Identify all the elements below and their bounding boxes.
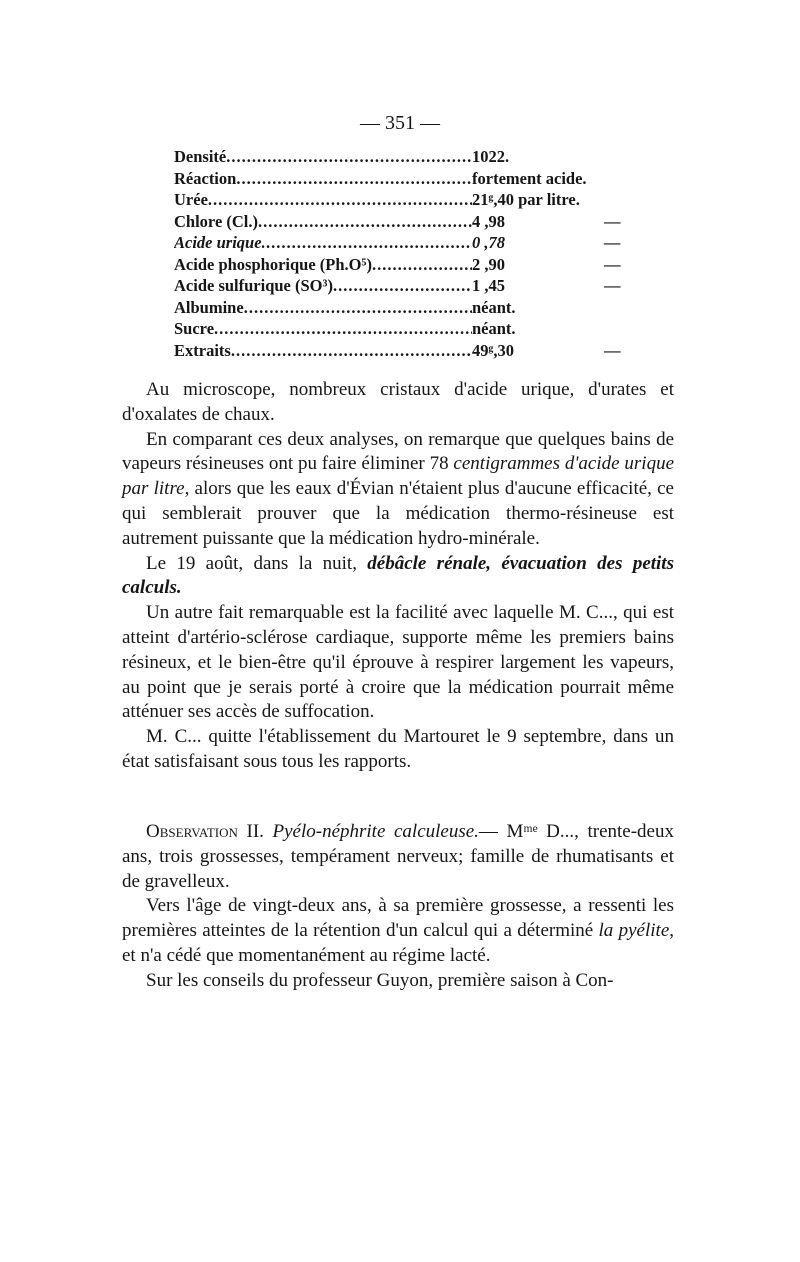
analysis-value: néant. [472, 319, 516, 338]
observation-title: Pyélo-néphrite calculeuse. [272, 821, 479, 842]
paragraph: M. C... quitte l'établissement du Martouret le 9 septembre, dans un état satisfaisant sous tous les rapports. [122, 726, 674, 772]
analysis-unit: — [604, 254, 621, 274]
analysis-value: 4 ,98 [472, 211, 505, 231]
analysis-label: Extraits [174, 340, 231, 360]
analysis-row [174, 146, 644, 168]
analysis-row [174, 189, 644, 211]
analysis-row [174, 340, 644, 362]
analysis-value: 2 ,90 [472, 254, 505, 274]
page-number: — 351 — [360, 112, 440, 134]
observation-i-text [122, 378, 674, 775]
analysis-value: 1 ,45 [472, 276, 505, 295]
analysis-row [174, 275, 644, 297]
paragraph: Vers l'âge de vingt-deux ans, à sa première grossesse, a ressenti les premières atteintes de la rétention d'un calcul qui a déterminé la pyélite, et n'a cédé que momentanément au régime lacté. [122, 895, 674, 966]
analysis-value: fortement acide. [472, 168, 587, 188]
urine-analysis-table [174, 146, 644, 361]
observation-label: Observation II. [146, 821, 273, 842]
paragraph: Au microscope, nombreux cristaux d'acide urique, d'urates et d'oxalates de chaux. [122, 379, 674, 425]
analysis-unit: — [604, 276, 621, 295]
observation-heading-paragraph: Observation II. Pyélo-néphrite calculeuse.— Mᵐᵉ D..., trente-deux ans, trois grossesses, tempérament nerveux; famille de rhumatisants et de gravelleux. [122, 821, 674, 892]
analysis-value: 21ᵍ,40 par litre. [472, 190, 580, 209]
analysis-label: Albumine [174, 297, 244, 317]
analysis-row [174, 232, 644, 254]
paragraph: Sur les conseils du professeur Guyon, première saison à Con- [146, 969, 614, 991]
analysis-label: Réaction [174, 168, 237, 188]
analysis-row [174, 297, 644, 319]
analysis-value: néant. [472, 297, 516, 317]
analysis-label: Chlore (Cl.) [174, 211, 259, 231]
paragraph: Le 19 août, dans la nuit, débâcle rénale, évacuation des petits calculs. [122, 552, 674, 599]
analysis-unit: — [604, 211, 621, 231]
analysis-label: Densité [174, 147, 227, 166]
analysis-value: 1022. [472, 147, 510, 166]
analysis-label: Acide urique [174, 233, 262, 252]
analysis-row [174, 168, 644, 190]
observation-ii-text [122, 820, 674, 994]
analysis-label: Sucre [174, 319, 215, 338]
analysis-value: 49ᵍ,30 [472, 340, 515, 360]
analysis-value: 0 ,78 [472, 233, 505, 252]
paragraph: Un autre fait remarquable est la facilité avec laquelle M. C..., qui est atteint d'artério-sclérose cardiaque, supporte même les premiers bains résineux, et le bien-être qu'il éprouve à respirer largement les vapeurs, au point que je serais porté à croire que la médication pourrait même atténuer ses accès de suffocation. [122, 602, 674, 723]
analysis-label: Acide phosphorique (Ph.O⁵) [174, 254, 372, 274]
analysis-label: Urée [174, 190, 208, 209]
analysis-label: Acide sulfurique (SO³) [174, 276, 333, 295]
analysis-row [174, 254, 644, 276]
analysis-row [174, 211, 644, 233]
analysis-unit: — [604, 233, 621, 252]
analysis-unit: — [604, 340, 621, 360]
analysis-row [174, 318, 644, 340]
paragraph: En comparant ces deux analyses, on remarque que quelques bains de vapeurs résineuses ont pu faire éliminer 78 centigrammes d'acide urique par litre, alors que les eaux d'Évian n'étaient plus d'aucune efficacité, ce qui semblerait prouver que la médication thermo-résineuse est autrement puissante que la médication hydro-minérale. [122, 428, 674, 549]
